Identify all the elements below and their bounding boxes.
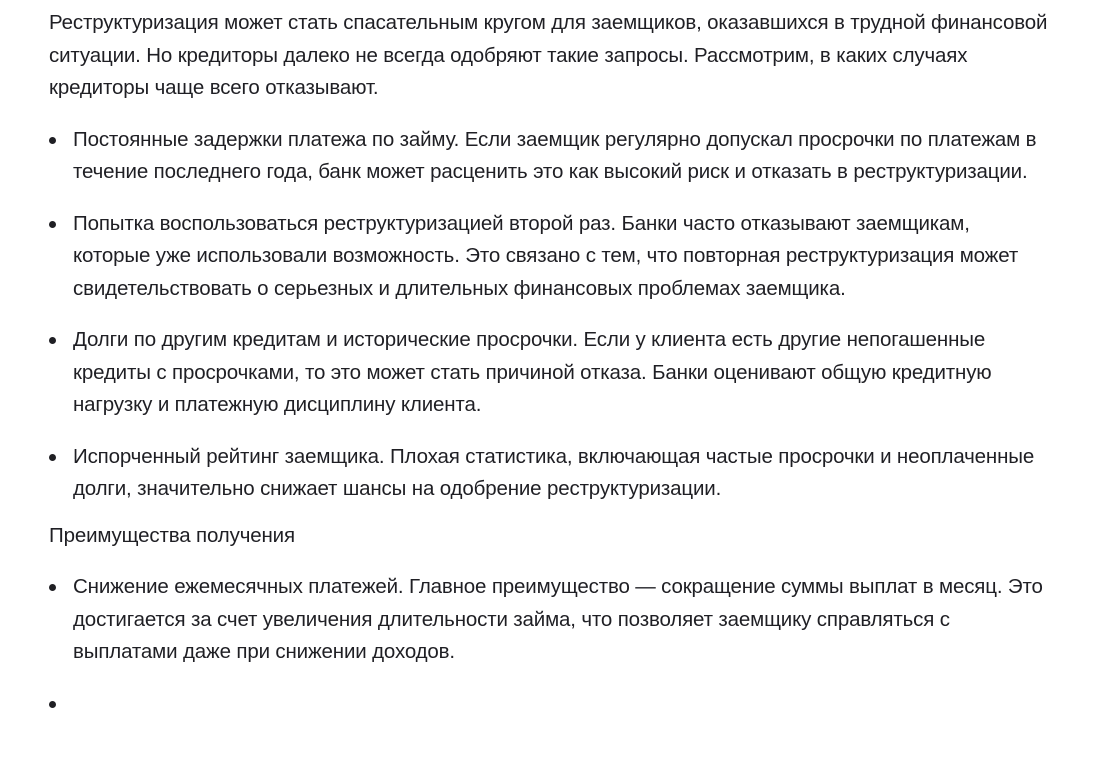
list-item-text: Постоянные задержки платежа по займу. Если заемщик регулярно допускал просрочки по платежам в течение последнего года, банк может расценить это как высокий риск и отказать в реструктуризации. (73, 127, 1037, 183)
list-item-clipped (49, 688, 1049, 721)
bullet-icon (49, 701, 56, 708)
list-item (49, 441, 1049, 506)
benefits-heading: Преимущества получения (49, 523, 295, 547)
list-item (49, 208, 1049, 306)
intro-paragraph: Реструктуризация может стать спасательным кругом для заемщиков, оказавшихся в трудной финансовой ситуации. Но кредиторы далеко не всегда одобряют такие запросы. Рассмотрим, в каких случаях кредиторы чаще всего отказывают. (49, 11, 1048, 99)
bullet-icon (49, 454, 56, 461)
list-item-text: Попытка воспользоваться реструктуризацией второй раз. Банки часто отказывают заемщикам, которые уже использовали возможность. Это связано с тем, что повторная реструктуризация может свидетельствовать о серьезных и длительных финансовых проблемах заемщика. (73, 211, 1019, 300)
bullet-icon (49, 337, 56, 344)
list-item (49, 324, 1049, 422)
bullet-icon (49, 221, 56, 228)
list-item-text (73, 692, 79, 715)
article-body (49, 7, 1049, 720)
bullet-icon (49, 137, 56, 144)
list-item (49, 124, 1049, 189)
bullet-icon (49, 584, 56, 591)
list-item (49, 571, 1049, 669)
benefits-list (49, 571, 1049, 720)
refusal-reasons-list (49, 124, 1049, 506)
list-item-text: Снижение ежемесячных платежей. Главное преимущество — сокращение суммы выплат в месяц. Это достигается за счет увеличения длительности займа, что позволяет заемщику справляться с выплатами даже при снижении доходов. (73, 575, 1043, 663)
list-item-text: Долги по другим кредитам и исторические просрочки. Если у клиента есть другие непогашенные кредиты с просрочками, то это может стать причиной отказа. Банки оценивают общую кредитную нагрузку и платежную дисциплину клиента. (73, 328, 992, 416)
list-item-text: Испорченный рейтинг заемщика. Плохая статистика, включающая частые просрочки и неоплаченные долги, значительно снижает шансы на одобрение реструктуризации. (73, 444, 1035, 500)
